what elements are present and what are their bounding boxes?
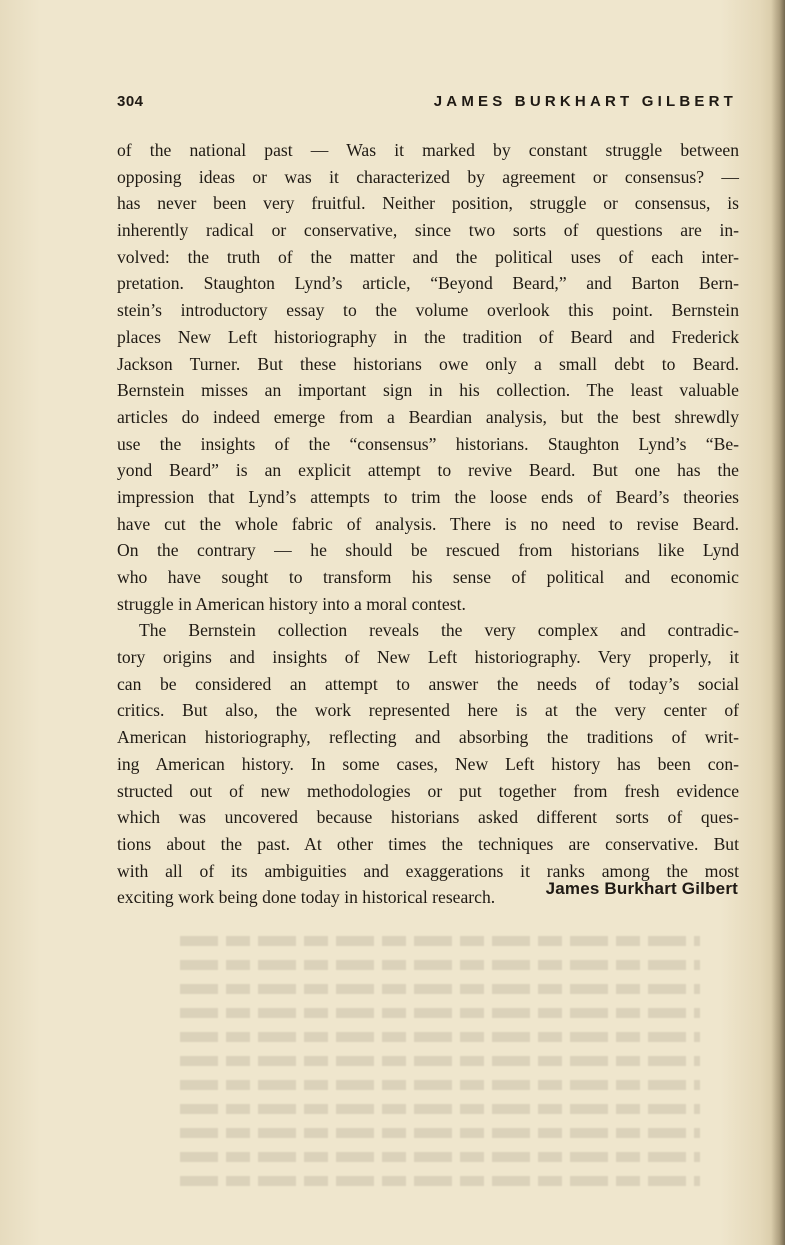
text-line: structed out of new methodologies or put together from fresh evidence	[117, 780, 739, 801]
text-line: use the insights of the “consensus” historians. Staughton Lynd’s “Be-	[117, 433, 739, 454]
text-line: have cut the whole fabric of analysis. There is no need to revise Beard.	[117, 513, 739, 534]
text-line: places New Left historiography in the tradition of Beard and Frederick	[117, 326, 739, 347]
text-line: of the national past — Was it marked by constant struggle between	[117, 140, 739, 160]
text-line: exciting work being done today in historical research.	[117, 887, 496, 908]
text-line: pretation. Staughton Lynd’s article, “Beyond Beard,” and Barton Bern-	[117, 273, 739, 294]
text-line: yond Beard” is an explicit attempt to revive Beard. But one has the	[117, 460, 739, 481]
text-line: ing American history. In some cases, New Left history has been con-	[117, 753, 739, 774]
page-number: 304	[117, 93, 144, 110]
paragraph-2	[117, 617, 739, 911]
page-header	[117, 93, 737, 115]
text-line: Bernstein misses an important sign in his collection. The least valuable	[117, 380, 739, 401]
body-text	[117, 137, 739, 911]
text-line: critics. But also, the work represented here is at the very center of	[117, 700, 739, 721]
text-line: opposing ideas or was it characterized by agreement or consensus? —	[117, 166, 739, 187]
text-line: tions about the past. At other times the techniques are conservative. But	[117, 833, 739, 854]
text-line: inherently radical or conservative, since two sorts of questions are in-	[117, 220, 739, 241]
text-line: with all of its ambiguities and exaggerations it ranks among the most	[117, 860, 739, 881]
paragraph-1	[117, 137, 739, 617]
text-line: struggle in American history into a moral contest.	[117, 593, 466, 614]
text-line: impression that Lynd’s attempts to trim the loose ends of Beard’s theories	[117, 486, 739, 507]
show-through-texture	[180, 922, 700, 1222]
text-line: which was uncovered because historians asked different sorts of ques-	[117, 807, 739, 828]
author-signature: James Burkhart Gilbert	[545, 879, 738, 898]
text-line: has never been very fruitful. Neither position, struggle or consensus, is	[117, 193, 739, 214]
text-line: can be considered an attempt to answer the needs of today’s social	[117, 673, 739, 694]
text-line: volved: the truth of the matter and the political uses of each inter-	[117, 246, 739, 267]
text-line: The Bernstein collection reveals the very complex and contradic-	[139, 620, 739, 641]
text-line: tory origins and insights of New Left historiography. Very properly, it	[117, 647, 739, 668]
text-line: articles do indeed emerge from a Beardian analysis, but the best shrewdly	[117, 406, 739, 427]
text-line: stein’s introductory essay to the volume overlook this point. Bernstein	[117, 300, 739, 321]
page-gutter-shadow	[771, 0, 785, 1245]
text-line: American historiography, reflecting and absorbing the traditions of writ-	[117, 727, 739, 748]
text-line: who have sought to transform his sense of political and economic	[117, 567, 739, 587]
running-head: JAMES BURKHART GILBERT	[433, 93, 737, 110]
text-line: On the contrary — he should be rescued from historians like Lynd	[117, 540, 739, 561]
text-line: Jackson Turner. But these historians owe only a small debt to Beard.	[117, 353, 739, 374]
